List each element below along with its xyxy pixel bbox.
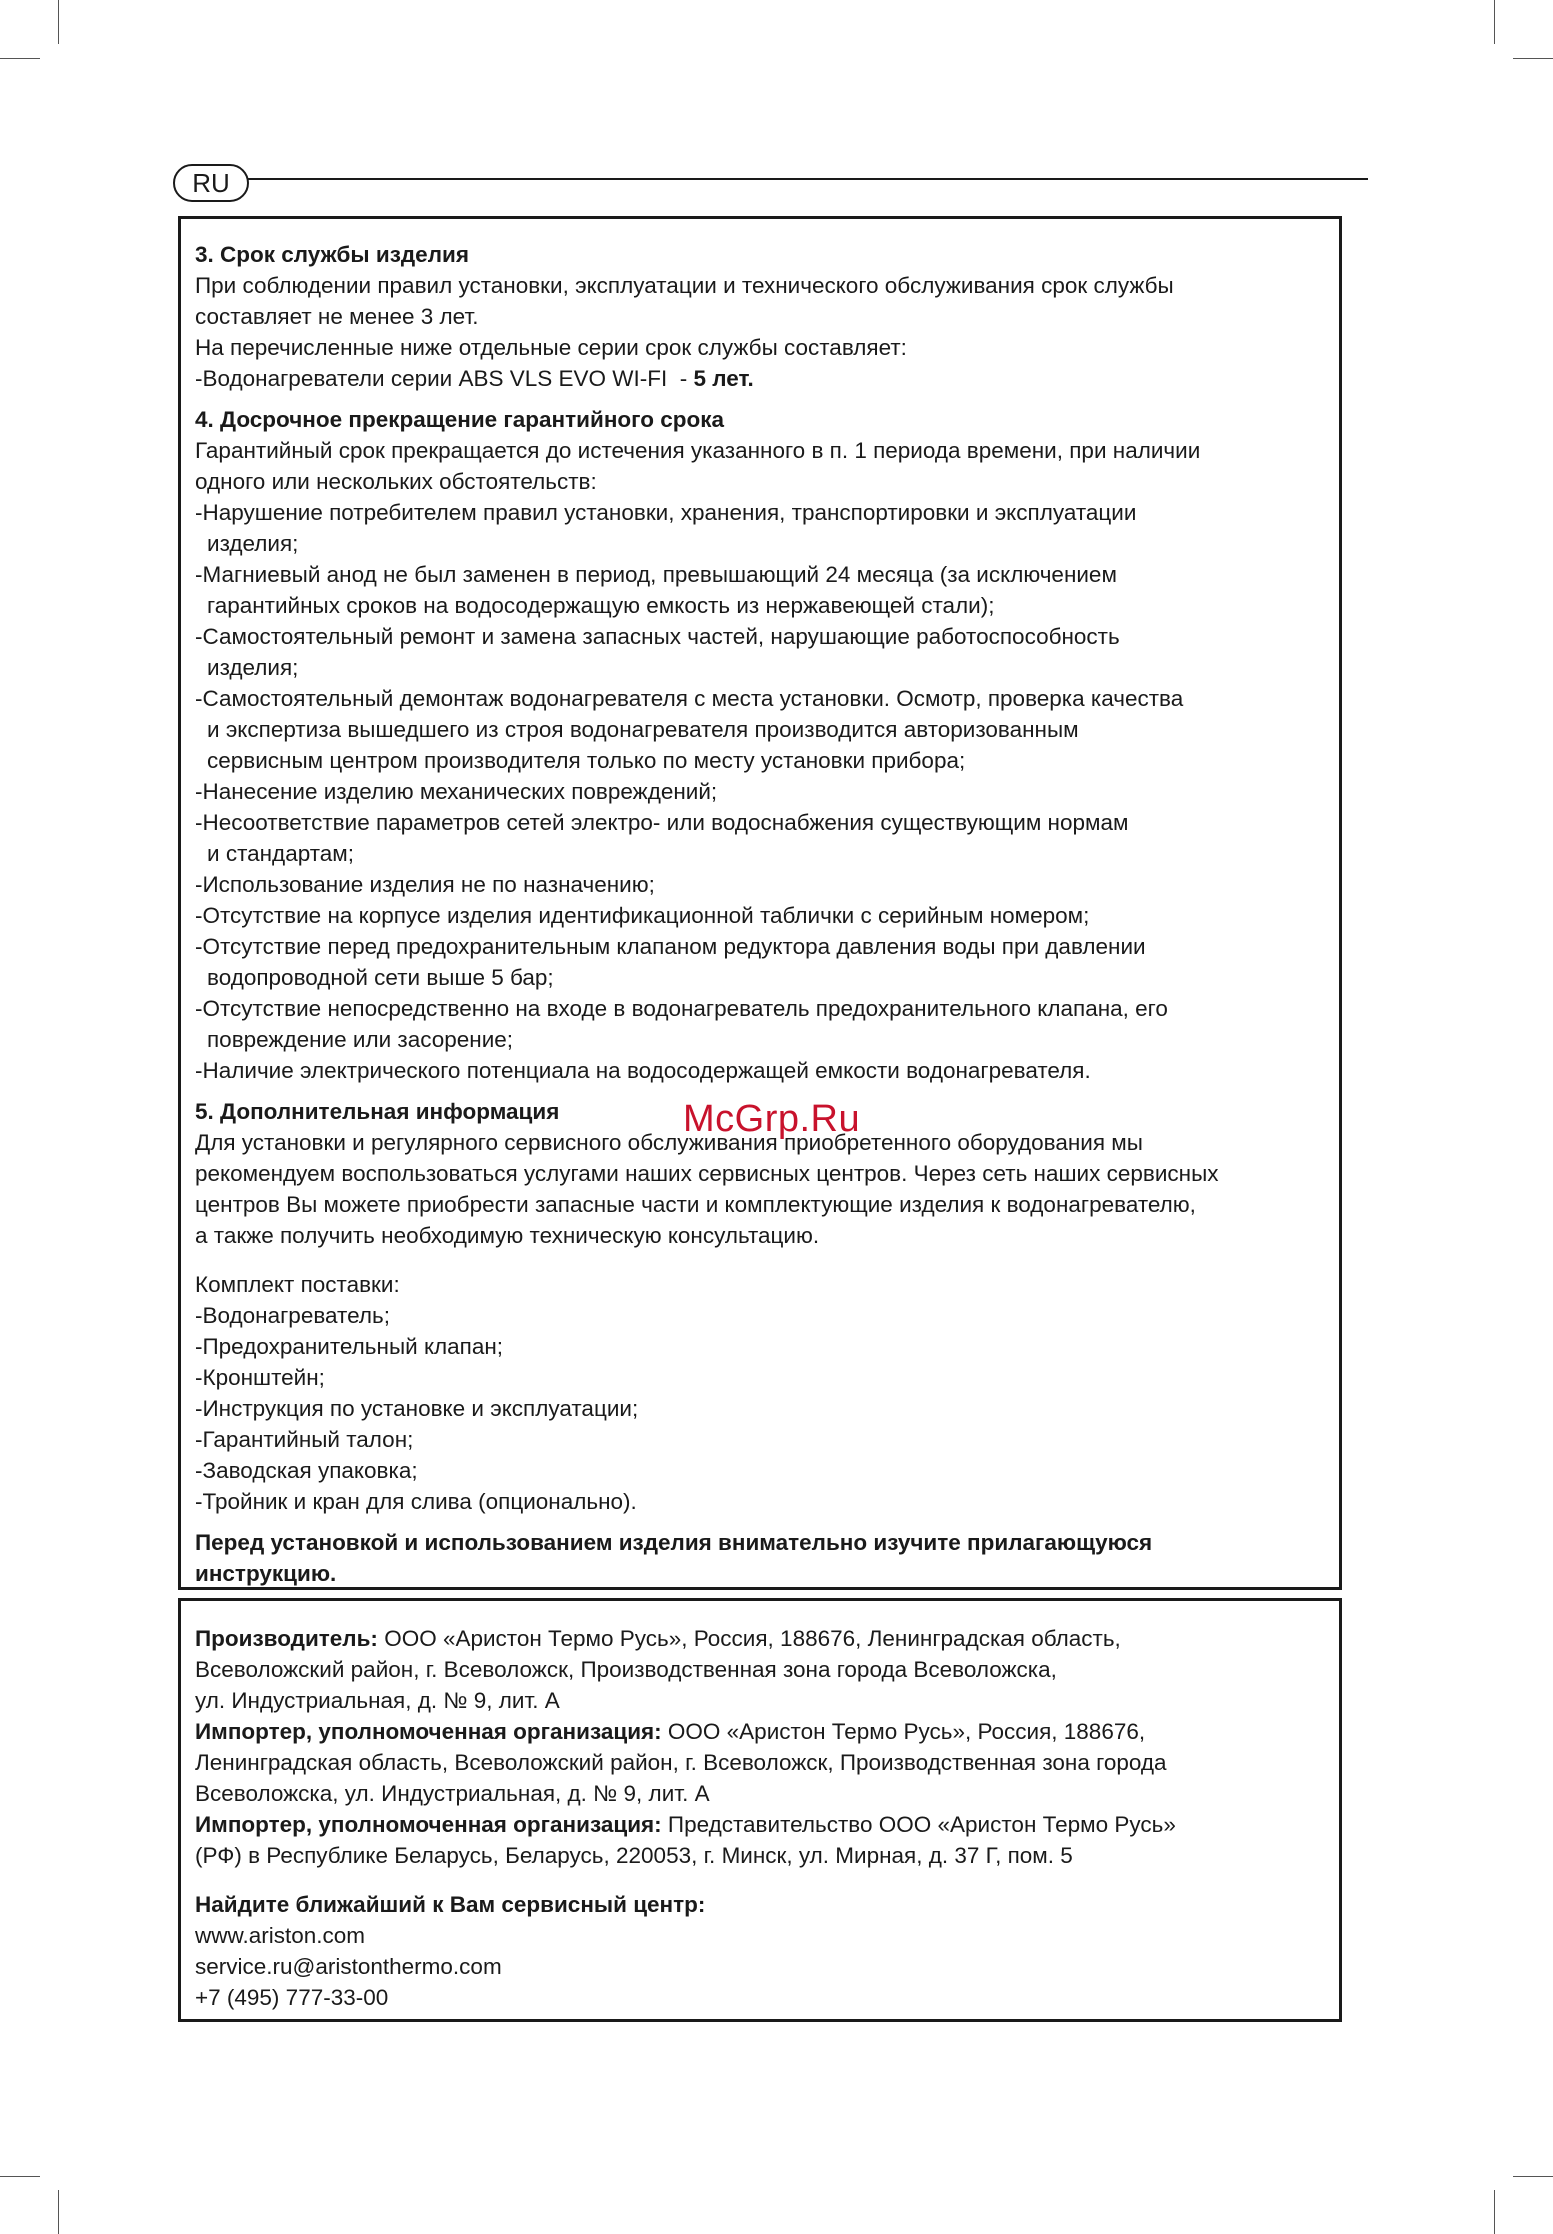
manufacturer-info-box <box>178 1598 1342 2022</box>
crop-mark <box>58 0 59 44</box>
header-rule <box>248 178 1368 180</box>
importer-line: Всеволожска, ул. Индустриальная, д. № 9, лит. А <box>195 1781 710 1806</box>
kit-title: Комплект поставки: <box>195 1272 400 1297</box>
list-item: -Отсутствие на корпусе изделия идентификационной таблички с серийным номером; <box>195 903 1090 928</box>
list-item: -Использование изделия не по назначению; <box>195 872 655 897</box>
section-5-line: центров Вы можете приобрести запасные части и комплектующие изделия к водонагревателю, <box>195 1192 1196 1217</box>
importer-label: Импортер, уполномоченная организация: <box>195 1719 662 1744</box>
section-5-line: Для установки и регулярного сервисного обслуживания приобретенного оборудования мы <box>195 1130 1143 1155</box>
section-5-title: 5. Дополнительная информация <box>195 1099 560 1124</box>
service-center-title: Найдите ближайший к Вам сервисный центр: <box>195 1892 706 1917</box>
section-3-item <box>195 363 1325 394</box>
warning-text: Перед установкой и использованием изделия внимательно изучите прилагающуюся <box>195 1530 1153 1555</box>
watermark: McGrp.Ru <box>683 1098 861 1140</box>
list-item: -Нанесение изделию механических повреждений; <box>195 779 718 804</box>
section-3-title: 3. Срок службы изделия <box>195 242 469 267</box>
manufacturer-label: Производитель: <box>195 1626 378 1651</box>
list-item: -Самостоятельный ремонт и замена запасных частей, нарушающие работоспособность изделия; <box>195 624 1120 680</box>
manufacturer-line: ул. Индустриальная, д. № 9, лит. А <box>195 1688 560 1713</box>
kit-item: -Водонагреватель; <box>195 1303 390 1328</box>
section-4-title: 4. Досрочное прекращение гарантийного срока <box>195 407 725 432</box>
kit-item: -Инструкция по установке и эксплуатации; <box>195 1396 639 1421</box>
importer-label: Импортер, уполномоченная организация: <box>195 1812 662 1837</box>
email-link[interactable]: service.ru@aristonthermo.com <box>195 1954 502 1979</box>
language-badge: RU <box>173 164 249 202</box>
section-3-line: При соблюдении правил установки, эксплуатации и технического обслуживания срок службы <box>195 273 1174 298</box>
list-item: -Самостоятельный демонтаж водонагревателя с места установки. Осмотр, проверка качества и экспертиза вышедшего из строя водонагревателя производится авторизованным сервисным центром производителя только по месту установки прибора; <box>195 686 1184 773</box>
list-item: -Несоответствие параметров сетей электро- или водоснабжения существующим нормам и стандартам; <box>195 810 1129 866</box>
warning-text: инструкцию. <box>195 1561 337 1586</box>
list-item: -Отсутствие непосредственно на входе в водонагреватель предохранительного клапана, его повреждение или засорение; <box>195 996 1168 1052</box>
list-item: -Наличие электрического потенциала на водосодержащей емкости водонагревателя. <box>195 1058 1091 1083</box>
kit-item: -Заводская упаковка; <box>195 1458 418 1483</box>
importer-line: Ленинградская область, Всеволожский район, г. Всеволожск, Производственная зона города <box>195 1750 1167 1775</box>
kit-item: -Предохранительный клапан; <box>195 1334 504 1359</box>
kit-item: -Гарантийный талон; <box>195 1427 414 1452</box>
section-5-line: а также получить необходимую техническую консультацию. <box>195 1223 820 1248</box>
section-3-line: На перечисленные ниже отдельные серии срок службы составляет: <box>195 335 907 360</box>
crop-mark <box>0 58 40 59</box>
section-3-item-text: -Водонагреватели серии ABS VLS EVO WI-FI - <box>195 366 694 391</box>
crop-mark <box>1494 2190 1495 2234</box>
crop-mark <box>1513 2176 1553 2177</box>
website-link[interactable]: www.ariston.com <box>195 1923 366 1948</box>
section-4-intro: одного или нескольких обстоятельств: <box>195 469 597 494</box>
list-item: -Отсутствие перед предохранительным клапаном редуктора давления воды при давлении водопроводной сети выше 5 бар; <box>195 934 1146 990</box>
manufacturer-line: Всеволожский район, г. Всеволожск, Производственная зона города Всеволожска, <box>195 1657 1057 1682</box>
manufacturer-line: Производитель: ООО «Аристон Термо Русь», Россия, 188676, Ленинградская область, <box>195 1626 1121 1651</box>
crop-mark <box>0 2176 40 2177</box>
kit-item: -Тройник и кран для слива (опционально). <box>195 1489 637 1514</box>
section-5-line: рекомендуем воспользоваться услугами наших сервисных центров. Через сеть наших сервисных <box>195 1161 1219 1186</box>
importer-line: Импортер, уполномоченная организация: Представительство ООО «Аристон Термо Русь» <box>195 1812 1176 1837</box>
importer-line: (РФ) в Республике Беларусь, Беларусь, 220053, г. Минск, ул. Мирная, д. 37 Г, пом. 5 <box>195 1843 1073 1868</box>
phone-number[interactable]: +7 (495) 777-33-00 <box>195 1985 389 2010</box>
list-item: -Магниевый анод не был заменен в период, превышающий 24 месяца (за исключением гарантийных сроков на водосодержащую емкость из нержавеющей стали); <box>195 562 1117 618</box>
crop-mark <box>1494 0 1495 44</box>
crop-mark <box>58 2190 59 2234</box>
crop-mark <box>1513 58 1553 59</box>
importer-line: Импортер, уполномоченная организация: ООО «Аристон Термо Русь», Россия, 188676, <box>195 1719 1146 1744</box>
section-4-intro: Гарантийный срок прекращается до истечения указанного в п. 1 периода времени, при наличии <box>195 438 1201 463</box>
list-item: -Нарушение потребителем правил установки, хранения, транспортировки и эксплуатации изделия; <box>195 500 1137 556</box>
kit-item: -Кронштейн; <box>195 1365 325 1390</box>
service-life-value: 5 лет. <box>693 366 754 391</box>
warranty-terms-box <box>178 216 1342 1590</box>
section-3-line: составляет не менее 3 лет. <box>195 304 479 329</box>
